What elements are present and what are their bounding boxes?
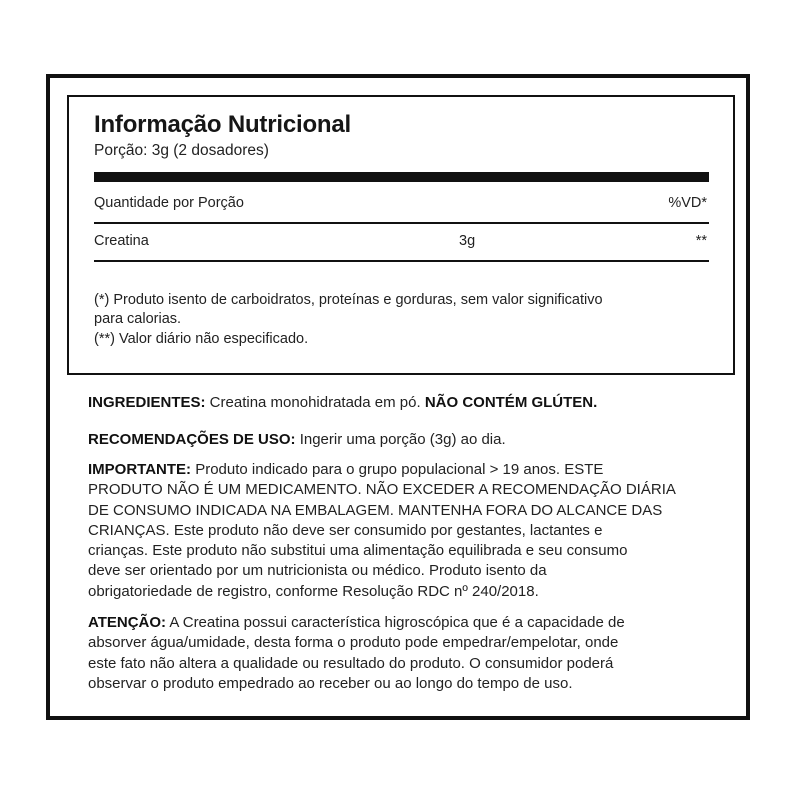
nutrition-facts-table — [67, 95, 735, 375]
footnote-line: (*) Produto isento de carboidratos, proteínas e gorduras, sem valor significativo — [94, 292, 603, 308]
important-line: obrigatoriedade de registro, conforme Resolução RDC nº 240/2018. — [88, 582, 539, 600]
row-divider — [94, 260, 709, 262]
ingredients-label: INGREDIENTES: — [88, 394, 206, 411]
important-section — [88, 460, 728, 602]
recommendations-label: RECOMENDAÇÕES DE USO: — [88, 431, 296, 448]
footnote-line: (**) Valor diário não especificado. — [94, 331, 309, 347]
header-divider — [94, 222, 709, 224]
thick-divider — [94, 172, 709, 182]
product-label — [46, 74, 750, 720]
gluten-free-notice: NÃO CONTÉM GLÚTEN. — [424, 394, 598, 411]
attention-label: ATENÇÃO: — [88, 614, 167, 631]
daily-value-header: %VD* — [668, 195, 707, 211]
ingredients-section — [88, 393, 728, 413]
attention-line: observar o produto empedrado ao receber ou ao longo do tempo de uso. — [88, 674, 573, 692]
recommendations-text: Ingerir uma porção (3g) ao dia. — [295, 431, 506, 448]
nutrient-name: Creatina — [94, 233, 149, 249]
attention-section — [88, 613, 728, 694]
attention-line: ATENÇÃO: A Creatina possui característica higroscópica que é a capacidade de — [88, 614, 625, 631]
attention-line: absorver água/umidade, desta forma o produto pode empedrar/empelotar, onde — [88, 634, 619, 652]
important-line: DE CONSUMO INDICADA NA EMBALAGEM. MANTENHA FORA DO ALCANCE DAS — [88, 501, 663, 519]
important-line: deve ser orientado por um nutricionista ou médico. Produto isento da — [88, 562, 547, 580]
important-line: CRIANÇAS. Este produto não deve ser consumido por gestantes, lactantes e — [88, 521, 603, 539]
important-line: crianças. Este produto não substitui uma alimentação equilibrada e seu consumo — [88, 542, 628, 560]
nutrient-daily-value: ** — [695, 233, 707, 249]
quantity-per-portion-header: Quantidade por Porção — [94, 195, 244, 211]
ingredients-text: Creatina monohidratada em pó. — [205, 394, 425, 411]
usage-recommendations-section — [88, 430, 728, 450]
attention-line: este fato não altera a qualidade ou resultado do produto. O consumidor poderá — [88, 654, 614, 672]
important-label: IMPORTANTE: — [88, 461, 192, 478]
footnote-line: para calorias. — [94, 311, 182, 327]
nutrient-amount: 3g — [459, 233, 476, 249]
portion-size: Porção: 3g (2 dosadores) — [94, 142, 269, 159]
nutrition-title: Informação Nutricional — [94, 111, 351, 138]
important-line: PRODUTO NÃO É UM MEDICAMENTO. NÃO EXCEDER A RECOMENDAÇÃO DIÁRIA — [88, 481, 676, 499]
important-line: IMPORTANTE: Produto indicado para o grupo populacional > 19 anos. ESTE — [88, 461, 604, 478]
